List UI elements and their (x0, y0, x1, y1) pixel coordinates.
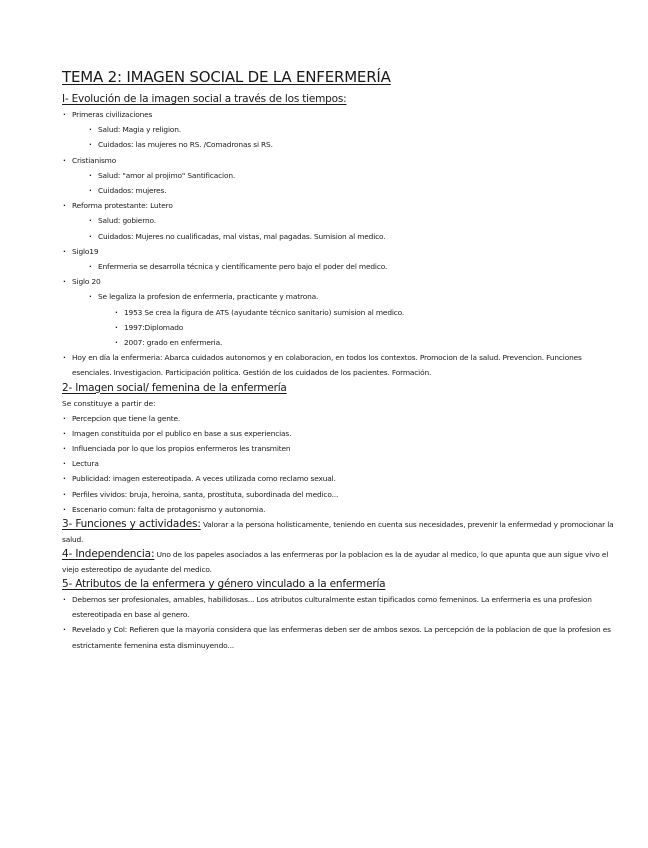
list-item: · Cuidados: mujeres. (98, 183, 622, 198)
section-2-intro: Se constituye a partir de: (62, 398, 156, 408)
list-item: · Imagen constituida por el publico en base a sus experiencias. (72, 426, 622, 441)
section-5-heading: 5- Atributos de la enfermera y género vinculado a la enfermería (62, 578, 386, 591)
list-item: · Cuidados: Mujeres no cualificadas, mal vistas, mal pagadas. Sumision al medico. (98, 229, 622, 244)
section-5-list (62, 592, 622, 653)
section-3-text: Valorar a la persona holisticamente, teniendo en cuenta sus necesidades, prevenir la enfermedad y promocionar la salud. (62, 520, 614, 545)
list-item: · Cristianismo · Salud: "amor al projimo" Santificacion. · Cuidados: mujeres. (72, 153, 622, 199)
document-title: TEMA 2: IMAGEN SOCIAL DE LA ENFERMERÍA (62, 68, 391, 86)
list-item: · Siglo 20 · Se legaliza la profesion de enfermeria, practicante y matrona. · 1953 Se crea la figura de ATS (ayudante técnico sanitario) sumision al medico. · 1997:Diplomado · 2007: grado en enfermeria. (72, 274, 622, 350)
section-2-heading: 2- Imagen social/ femenina de la enfermería (62, 381, 287, 394)
list-item: · Debemos ser profesionales, amables, habilidosas... Los atributos culturalmente estan tipificados como femeninos. La enfermeria es una profesion estereotipada en base al genero. (72, 592, 622, 622)
list-item: · Percepcion que tiene la gente. (72, 411, 622, 426)
section-4 (62, 547, 622, 577)
section-1-list (62, 107, 622, 381)
list-item: · Lectura (72, 456, 622, 471)
section-3-heading: 3- Funciones y actividades: (62, 518, 201, 531)
list-item: · Primeras civilizaciones · Salud: Magia y religion. · Cuidados: las mujeres no RS. /Comadronas si RS. (72, 107, 622, 153)
list-item: · Enfermeria se desarrolla técnica y científicamente pero bajo el poder del medico. (98, 259, 622, 274)
list-item: · Perfiles vividos: bruja, heroina, santa, prostituta, subordinada del medico... (72, 487, 622, 502)
list-item: · Salud: Magia y religion. (98, 122, 622, 137)
list-item: · Escenario comun: falta de protagonismo y autonomia. (72, 502, 622, 517)
document-body (62, 68, 622, 653)
section-2-list (62, 411, 622, 517)
list-item: · Salud: "amor al projimo" Santificacion. (98, 168, 622, 183)
section-4-text: Uno de los papeles asociados a las enfermeras por la poblacion es la de ayudar al medico, lo que apunta que aun sigue vivo el viejo estereotipo de ayudante del medico. (62, 550, 609, 575)
list-item: · 2007: grado en enfermeria. (124, 335, 622, 350)
list-item: · 1997:Diplomado (124, 320, 622, 335)
list-item: · Hoy en día la enfermeria: Abarca cuidados autonomos y en colaboracion, en todos los contextos. Promocion de la salud. Prevencion. Funciones esenciales. Investigacion. Participación politica. Gestión de los cuidados de los pacientes. Formación. (72, 350, 622, 380)
list-item: · Revelado y Col: Refieren que la mayoria considera que las enfermeras deben ser de ambos sexos. La percepción de la poblacion de que la profesion es estrictamente femenina esta disminuyendo... (72, 622, 622, 652)
list-item: · Cuidados: las mujeres no RS. /Comadronas si RS. (98, 137, 622, 152)
list-item: · Publicidad: imagen estereotipada. A veces utilizada como reclamo sexual. (72, 471, 622, 486)
section-4-heading: 4- Independencia: (62, 548, 155, 561)
list-item: · 1953 Se crea la figura de ATS (ayudante técnico sanitario) sumision al medico. (124, 305, 622, 320)
list-item: · Salud: gobierno. (98, 213, 622, 228)
section-3 (62, 517, 622, 547)
list-item: · Influenciada por lo que los propios enfermeros les transmiten (72, 441, 622, 456)
list-item: · Se legaliza la profesion de enfermeria, practicante y matrona. · 1953 Se crea la figura de ATS (ayudante técnico sanitario) sumision al medico. · 1997:Diplomado · 2007: grado en enfermeria. (98, 289, 622, 350)
list-item: · Siglo19 · Enfermeria se desarrolla técnica y científicamente pero bajo el poder del medico. (72, 244, 622, 274)
list-item: · Reforma protestante: Lutero · Salud: gobierno. · Cuidados: Mujeres no cualificadas, mal vistas, mal pagadas. Sumision al medico. (72, 198, 622, 244)
section-1-heading: I- Evolución de la imagen social a través de los tiempos: (62, 93, 347, 105)
